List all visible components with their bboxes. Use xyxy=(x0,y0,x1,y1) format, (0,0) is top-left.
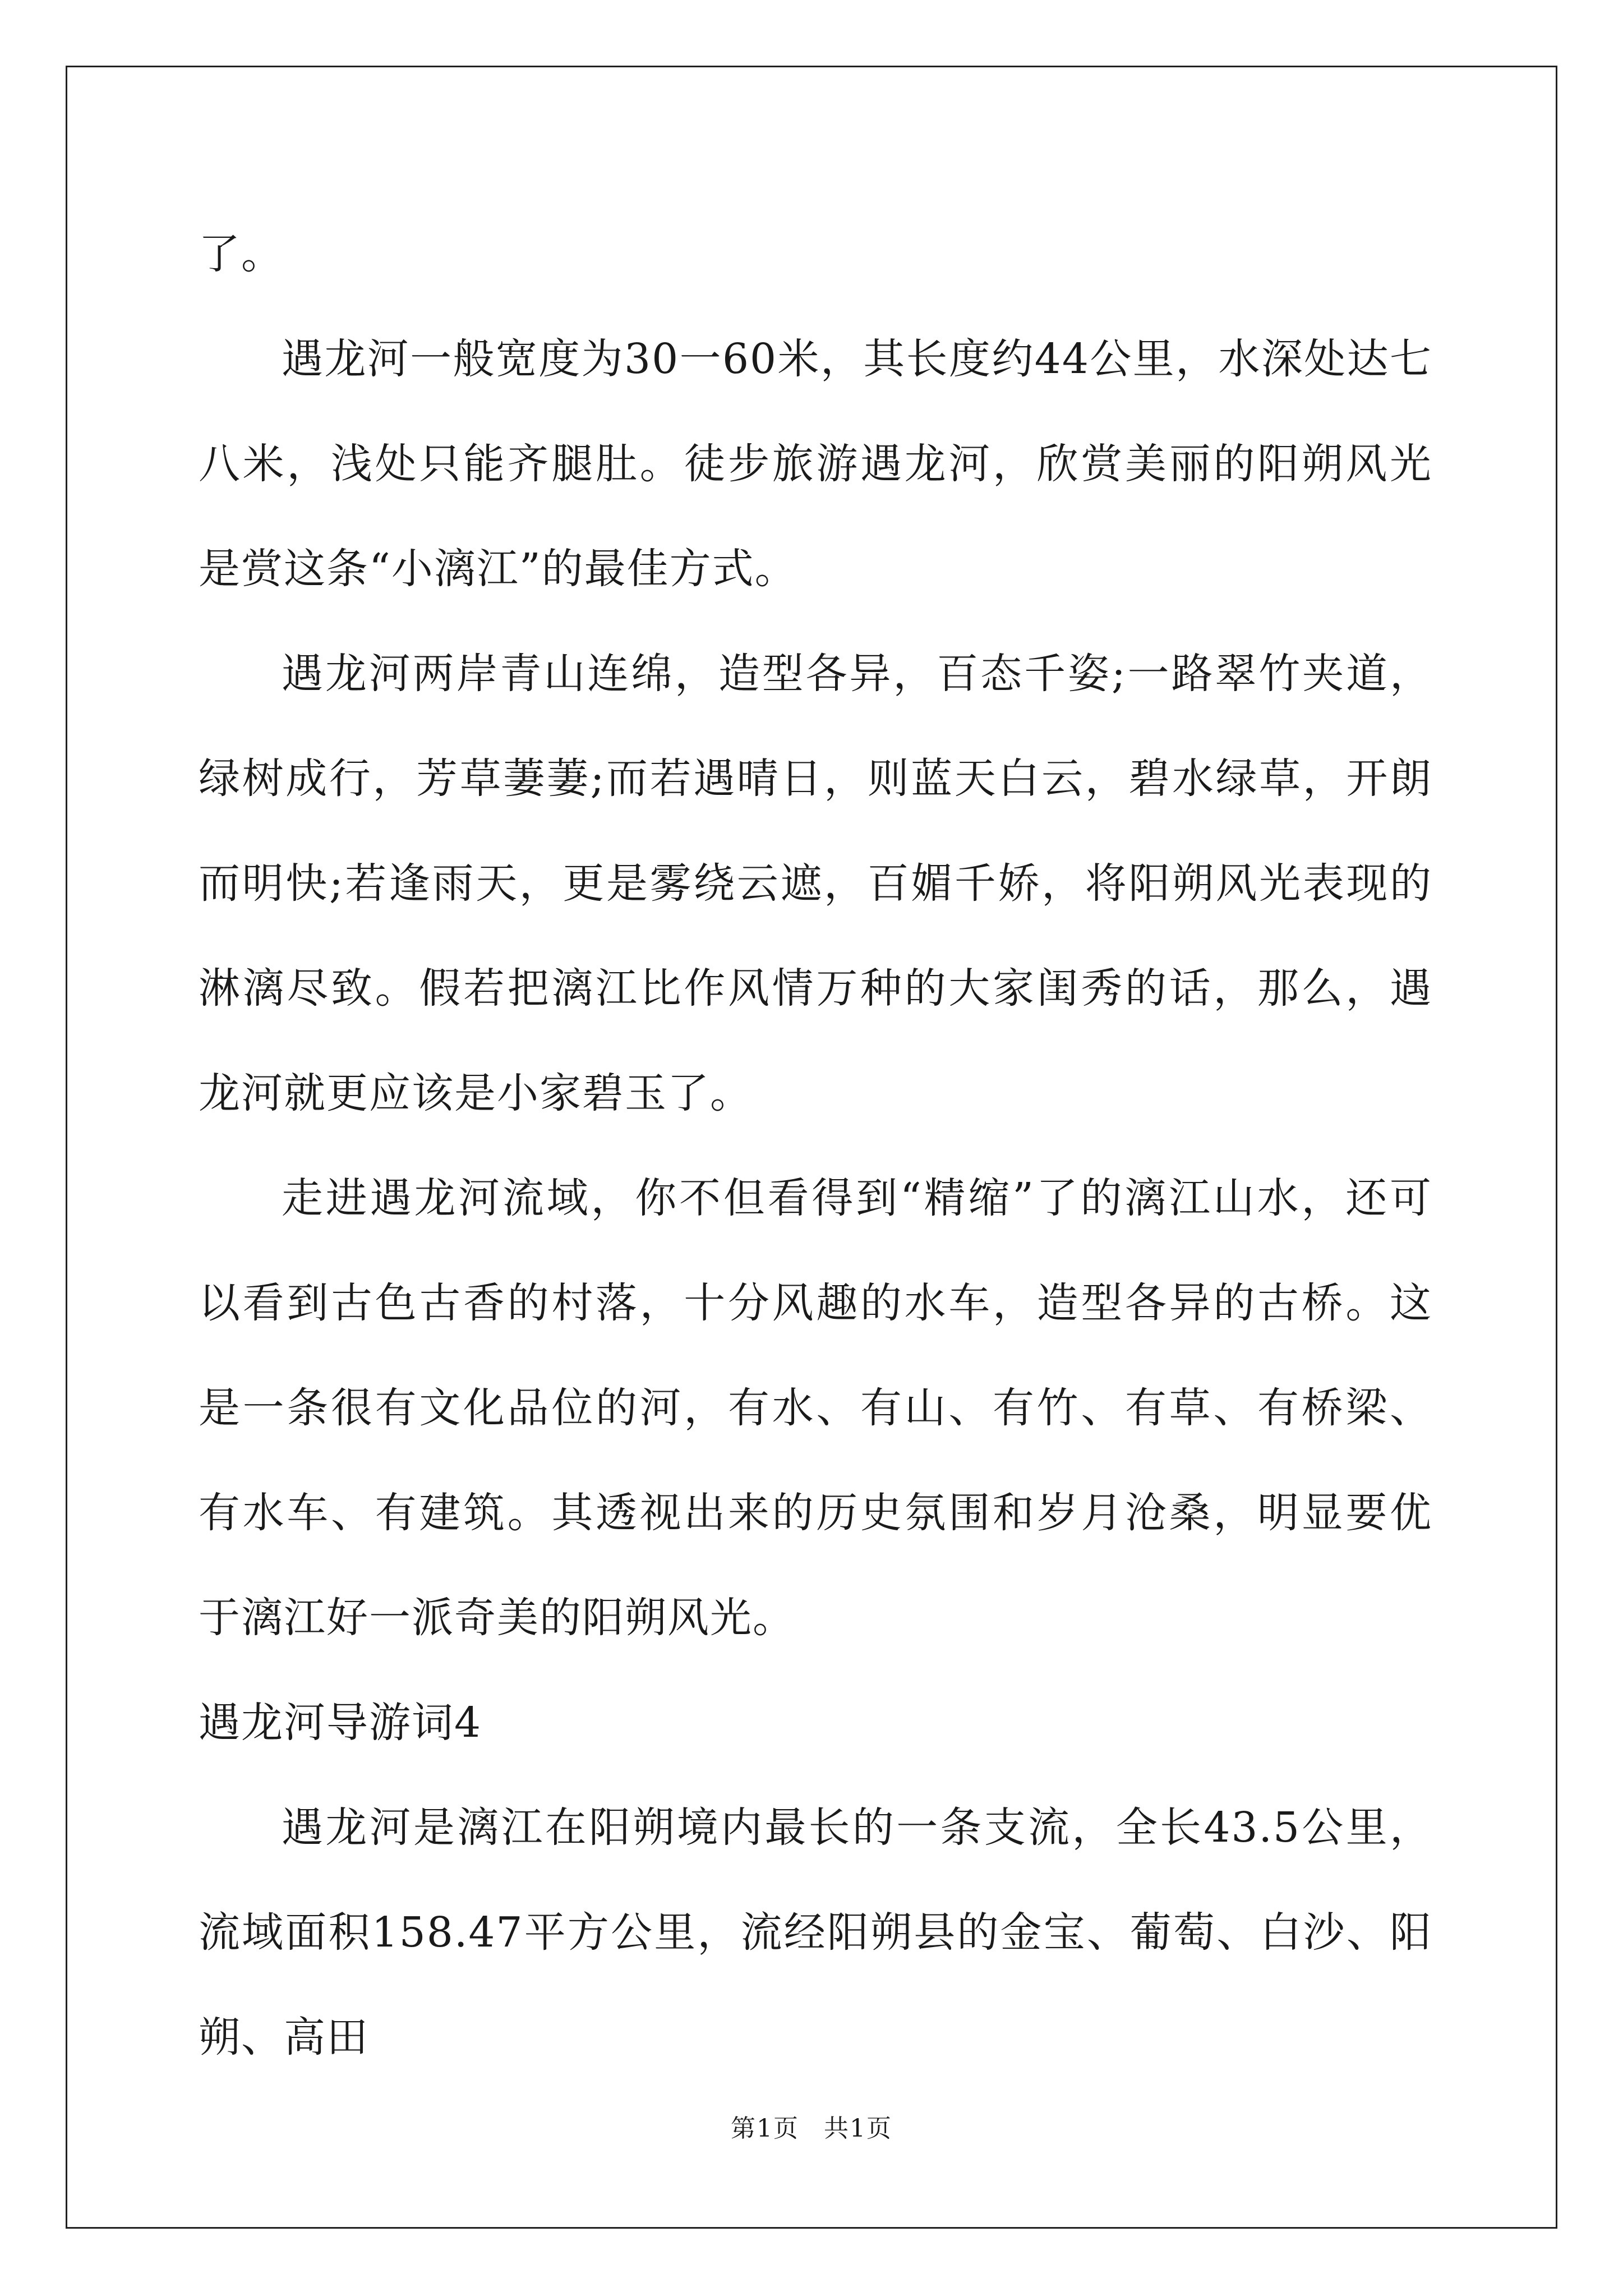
document-body xyxy=(199,202,1432,2090)
paragraph-scenery: 遇龙河两岸青山连绵，造型各异，百态千姿;一路翠竹夹道，绿树成行，芳草萋萋;而若遇晴日，则蓝天白云，碧水绿草，开朗而明快;若逢雨天，更是雾绕云遮，百媚千娇，将阳朔风光表现的淋漓尽致。假若把漓江比作风情万种的大家闺秀的话，那么，遇龙河就更应该是小家碧玉了。 xyxy=(199,650,1432,1117)
page-number: 第1页 xyxy=(731,2114,799,2143)
page-footer xyxy=(0,2112,1623,2146)
page-total: 共1页 xyxy=(824,2114,892,2143)
paragraph-tributary: 遇龙河是漓江在阳朔境内最长的一条支流，全长43.5公里，流域面积158.47平方公里，流经阳朔县的金宝、葡萄、白沙、阳朔、高田 xyxy=(199,1803,1432,2062)
paragraph-continuation: 了。 xyxy=(199,230,284,278)
section-heading: 遇龙河导游词4 xyxy=(199,1699,482,1747)
paragraph-river-width: 遇龙河一般宽度为30一60米，其长度约44公里，水深处达七八米，浅处只能齐腿肚。徒步旅游遇龙河，欣赏美丽的阳朔风光是赏这条“小漓江”的最佳方式。 xyxy=(199,335,1432,593)
paragraph-culture: 走进遇龙河流域，你不但看得到“精缩”了的漓江山水，还可以看到古色古香的村落，十分风趣的水车，造型各异的古桥。这是一条很有文化品位的河，有水、有山、有竹、有草、有桥梁、有水车、有建筑。其透视出来的历史氛围和岁月沧桑，明显要优于漓江好一派奇美的阳朔风光。 xyxy=(199,1174,1432,1642)
